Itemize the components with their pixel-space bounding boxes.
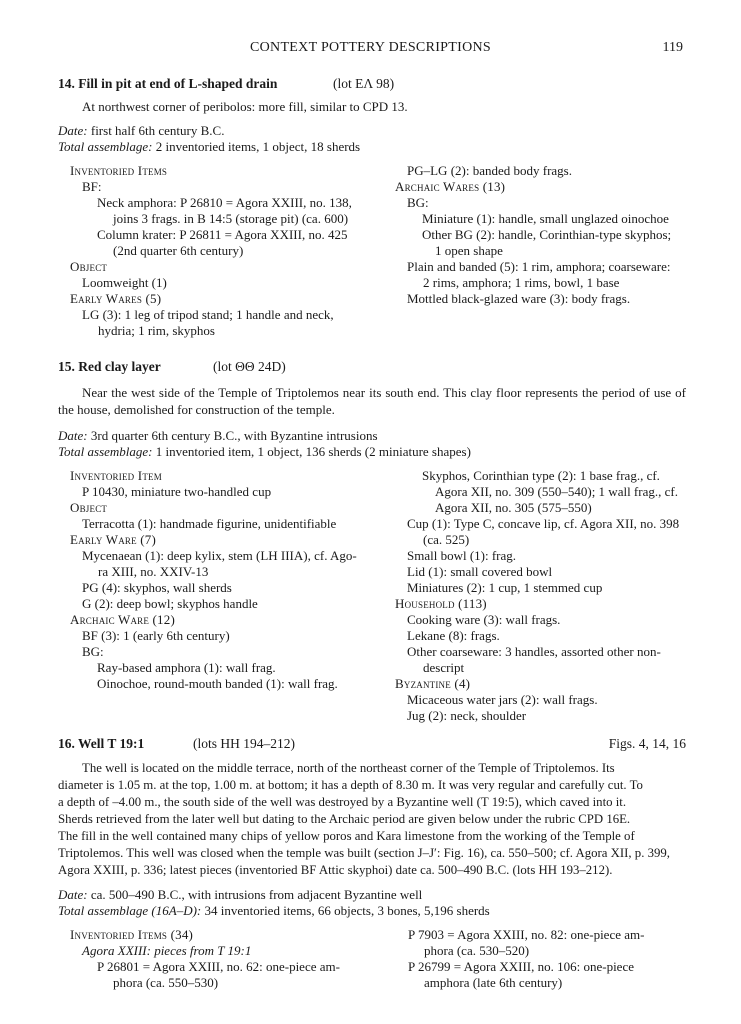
- list-item: 1 open shape: [435, 243, 503, 258]
- total-value: 1 inventoried item, 1 object, 136 sherds (2 miniature shapes): [155, 444, 471, 459]
- entry-15: [58, 359, 686, 728]
- entry-columns: [58, 163, 686, 343]
- entry-figures: Figs. 4, 14, 16: [608, 736, 686, 751]
- date-value: first half 6th century B.C.: [90, 123, 225, 138]
- entry-title: 16. Well T 19:1: [58, 736, 145, 751]
- entry-columns: [58, 468, 686, 728]
- entry-intro: [58, 760, 686, 879]
- entry-meta: [58, 887, 686, 919]
- date-label: Date:: [58, 887, 88, 902]
- total-value: 34 inventoried items, 66 objects, 3 bones, 5,196 sherds: [204, 903, 490, 918]
- list-item: Ray-based amphora (1): wall frag.: [97, 660, 276, 675]
- entry-heading: [58, 359, 686, 377]
- left-column: [70, 468, 390, 692]
- list-item: Loomweight (1): [82, 275, 167, 290]
- list-item: Small bowl (1): frag.: [407, 548, 517, 563]
- entry-intro: Near the west side of the Temple of Triptolemos near its south end. This clay floor represents the period of use of the house, demolished for construction of the temple.: [58, 385, 686, 417]
- list-item: Agora XII, no. 309 (550–540); 1 wall frag., cf.: [435, 484, 678, 499]
- entry-title: 15. Red clay layer: [58, 359, 161, 374]
- list-item: Lid (1): small covered bowl: [407, 564, 553, 579]
- entry-intro: At northwest corner of peribolos: more fill, similar to CPD 13.: [82, 99, 408, 114]
- entry-heading: [58, 736, 686, 754]
- list-item: Column krater: P 26811 = Agora XXIII, no. 425: [97, 227, 348, 242]
- entry-lot: (lot EΛ 98): [333, 76, 395, 91]
- list-item: Household (113): [395, 596, 487, 611]
- left-column: [70, 163, 380, 339]
- list-item: Oinochoe, round-mouth banded (1): wall frag.: [97, 676, 338, 691]
- list-item: Cup (1): Type C, concave lip, cf. Agora XII, no. 398: [407, 516, 680, 531]
- list-item: Cooking ware (3): wall frags.: [407, 612, 561, 627]
- date-value: ca. 500–490 B.C., with intrusions from adjacent Byzantine well: [90, 887, 423, 902]
- date-label: Date:: [58, 428, 88, 443]
- total-label: Total assemblage:: [58, 444, 153, 459]
- list-item: BG:: [407, 195, 429, 210]
- list-item: Lekane (8): frags.: [407, 628, 500, 643]
- list-item: Skyphos, Corinthian type (2): 1 base frag., cf.: [422, 468, 660, 483]
- list-item: hydria; 1 rim, skyphos: [98, 323, 215, 338]
- list-item: Mycenaean (1): deep kylix, stem (LH IIIA), cf. Ago-: [82, 548, 357, 563]
- list-item: LG (3): 1 leg of tripod stand; 1 handle and neck,: [82, 307, 334, 322]
- list-item: Jug (2): neck, shoulder: [407, 708, 527, 723]
- list-item: (ca. 525): [423, 532, 470, 547]
- list-item: Inventoried Item: [70, 468, 162, 483]
- list-item: (2nd quarter 6th century): [113, 243, 244, 258]
- total-label: Total assemblage:: [58, 139, 153, 154]
- date-label: Date:: [58, 123, 88, 138]
- list-item: Archaic Wares (13): [395, 179, 506, 194]
- list-item: Miniature (1): handle, small unglazed oinochoe: [422, 211, 669, 226]
- list-item: G (2): deep bowl; skyphos handle: [82, 596, 258, 611]
- list-item: Mottled black-glazed ware (3): body frags.: [407, 291, 631, 306]
- running-title: CONTEXT POTTERY DESCRIPTIONS: [250, 40, 491, 55]
- list-item: Agora XII, no. 305 (575–550): [435, 500, 592, 515]
- entry-meta: [58, 428, 686, 460]
- entry-14: [58, 76, 686, 343]
- list-item: phora (ca. 550–530): [113, 975, 219, 990]
- intro-line: Agora XXIII, p. 336; latest pieces (inventoried BF Attic skyphoi) date ca. 500–490 B.C. (lots HH 193–212).: [58, 863, 613, 877]
- intro-line: a depth of –4.00 m., the south side of the well was destroyed by a Byzantine well (T 19:5), which caved into it.: [58, 795, 627, 809]
- list-item: phora (ca. 530–520): [424, 943, 530, 958]
- intro-line: Triptolemos. This well was closed when the temple was built (section J–J′: Fig. 16), ca. 550–500; cf. Agora XII, p. 399,: [58, 846, 670, 860]
- total-value: 2 inventoried items, 1 object, 18 sherds: [155, 139, 361, 154]
- list-item: ra XIII, no. XXIV-13: [98, 564, 209, 579]
- list-item: joins 3 frags. in B 14:5 (storage pit) (ca. 600): [113, 211, 349, 226]
- right-column: [395, 468, 686, 724]
- list-item: P 26801 = Agora XXIII, no. 62: one-piece am-: [97, 959, 340, 974]
- list-item: BF:: [82, 179, 102, 194]
- list-item: Neck amphora: P 26810 = Agora XXIII, no. 138,: [97, 195, 352, 210]
- list-item: Other coarseware: 3 handles, assorted other non-: [407, 644, 661, 659]
- list-item: Micaceous water jars (2): wall frags.: [407, 692, 598, 707]
- right-column: [395, 163, 686, 307]
- entry-meta: [58, 123, 686, 155]
- list-item: P 26799 = Agora XXIII, no. 106: one-piece: [408, 959, 634, 974]
- intro-line: The fill in the well contained many chips of yellow poros and Kara limestone from the working of the Temple of: [58, 829, 635, 843]
- entry-columns: [58, 927, 686, 997]
- list-item: Early Wares (5): [70, 291, 162, 306]
- intro-line: Sherds retrieved from the later well but dating to the Archaic period are given below under the rubric CPD 16E.: [58, 812, 631, 826]
- list-item: Inventoried Items: [70, 163, 168, 178]
- list-item: descript: [423, 660, 465, 675]
- entry-lot: (lots HH 194–212): [193, 736, 295, 751]
- list-item: Archaic Ware (12): [70, 612, 175, 627]
- right-column: [408, 927, 686, 991]
- list-item: Miniatures (2): 1 cup, 1 stemmed cup: [407, 580, 603, 595]
- date-value: 3rd quarter 6th century B.C., with Byzantine intrusions: [90, 428, 378, 443]
- list-item: P 7903 = Agora XXIII, no. 82: one-piece am-: [408, 927, 645, 942]
- list-item: Agora XXIII: pieces from T 19:1: [82, 943, 252, 958]
- entry-16: [58, 736, 686, 997]
- list-item: Object: [70, 259, 108, 274]
- list-item: BG:: [82, 644, 104, 659]
- list-item: Inventoried Items (34): [70, 927, 194, 942]
- list-item: Terracotta (1): handmade figurine, unidentifiable: [82, 516, 337, 531]
- intro-line: diameter is 1.05 m. at the top, 1.00 m. at bottom; it has a depth of 8.30 m. It was very regular and carefully cut. To: [58, 778, 643, 792]
- total-label: Total assemblage (16A–D):: [58, 903, 202, 918]
- list-item: PG (4): skyphos, wall sherds: [82, 580, 232, 595]
- list-item: PG–LG (2): banded body frags.: [407, 163, 572, 178]
- page-number: 119: [662, 40, 683, 55]
- left-column: [70, 927, 400, 991]
- entry-lot: (lot ΘΘ 24D): [213, 359, 286, 374]
- list-item: Early Ware (7): [70, 532, 157, 547]
- list-item: Byzantine (4): [395, 676, 471, 691]
- list-item: Plain and banded (5): 1 rim, amphora; coarseware:: [407, 259, 671, 274]
- list-item: amphora (late 6th century): [424, 975, 563, 990]
- entry-title: 14. Fill in pit at end of L-shaped drain: [58, 76, 278, 91]
- list-item: BF (3): 1 (early 6th century): [82, 628, 230, 643]
- list-item: Object: [70, 500, 108, 515]
- intro-line: The well is located on the middle terrace, north of the northeast corner of the Temple of Triptolemos. Its: [82, 761, 615, 775]
- entry-heading: [58, 76, 686, 94]
- list-item: Other BG (2): handle, Corinthian-type skyphos;: [422, 227, 672, 242]
- list-item: 2 rims, amphora; 1 rims, bowl, 1 base: [423, 275, 620, 290]
- list-item: P 10430, miniature two-handled cup: [82, 484, 272, 499]
